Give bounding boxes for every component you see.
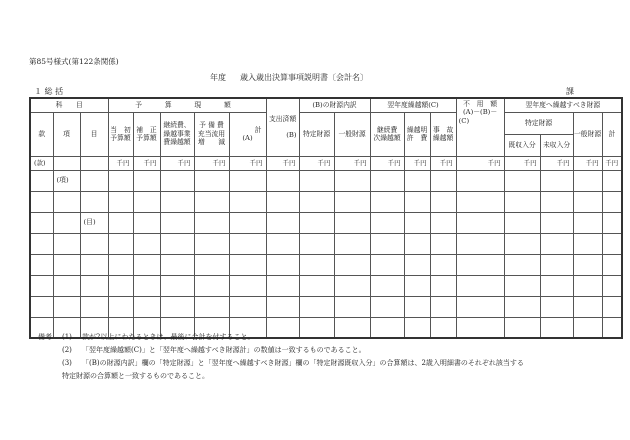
- header-yokunendo-kurikoshi: 翌年度繰越額(C): [370, 98, 456, 112]
- form-number: 第85号様式(第122条関係): [29, 57, 119, 66]
- header-hosei: 補 正 予算額: [133, 112, 160, 156]
- section-heading: １ 総 括: [34, 87, 64, 96]
- table-row: [30, 254, 622, 275]
- unit-cell: 千円: [133, 156, 160, 170]
- header-ippan2: 一般財源: [573, 112, 602, 156]
- title-main: 歳入歳出決算事項説明書〔会計名〕: [240, 73, 368, 82]
- header-kurikoshi: 継続費、 繰越事業 費繰越額: [160, 112, 194, 156]
- unit-cell: 千円: [602, 156, 622, 170]
- note-item: (3) 「(B)の財源内訳」欄の「特定財源」と「翌年度へ繰越すべき財源」欄の「特定財源既収入分」の合算額は、2歳入明細書のそれぞれ該当する: [62, 359, 524, 367]
- header-fuyou: 不 用 額 (A)－(B)－ (C): [456, 98, 504, 156]
- header-yosan-gendo: 予 算 現 額: [108, 98, 266, 112]
- header-yokunendo-zaigen: 翌年度へ繰越すべき財源: [504, 98, 622, 112]
- header-yobihi: 予 備 費 充当流用 増 減: [194, 112, 229, 156]
- settlement-table: [29, 97, 623, 339]
- header-b-zaigen: (B)の財源内訳: [299, 98, 370, 112]
- unit-cell: 千円: [266, 156, 299, 170]
- note-item: 備考 (1) 款が2以上にわたるときは、最後に合計を付すること。: [38, 331, 524, 344]
- section-department: 課: [566, 87, 574, 96]
- table-row: [30, 191, 622, 212]
- unit-cell: 千円: [229, 156, 266, 170]
- header-tokutei: 特定財源: [299, 112, 334, 156]
- unit-cell: 千円: [573, 156, 602, 170]
- notes: [38, 331, 524, 383]
- note-continuation: 特定財源の合算額と一致するものであること。: [62, 372, 209, 380]
- unit-cell: 千円: [108, 156, 133, 170]
- header-jiko: 事 故 繰越額: [430, 112, 456, 156]
- header-meikyo: 繰越明 許 費: [404, 112, 430, 156]
- unit-cell: 千円: [299, 156, 334, 170]
- header-shishutsu: 支出済額 (B): [266, 98, 299, 156]
- table-row: [30, 212, 622, 233]
- header-kei2: 計: [602, 112, 622, 156]
- unit-cell: 千円: [540, 156, 573, 170]
- table-row: [30, 296, 622, 317]
- header-kou: 項: [53, 112, 80, 156]
- header-ippan: 一般財源: [334, 112, 370, 156]
- table-row: [30, 275, 622, 296]
- unit-cell: 千円: [430, 156, 456, 170]
- table-row: [30, 156, 622, 170]
- row-label-moku: (目): [80, 212, 108, 233]
- unit-cell: 千円: [456, 156, 504, 170]
- notes-label: 備考: [38, 333, 52, 341]
- unit-cell: 千円: [404, 156, 430, 170]
- row-label-kan: (款): [30, 156, 53, 170]
- header-touho: 当 初 予算額: [108, 112, 133, 156]
- row-label-kou: (項): [53, 170, 80, 191]
- header-kan: 款: [30, 112, 53, 156]
- note-item: (2) 「翌年度繰越額(C)」と「翌年度へ繰越すべき財源計」の数値は一致するものであること。: [62, 346, 366, 354]
- header-kei: 計 (A): [229, 112, 266, 156]
- table-row: [30, 233, 622, 254]
- title-year: 年度: [210, 73, 226, 82]
- unit-cell: 千円: [194, 156, 229, 170]
- document-title: [210, 72, 368, 83]
- header-kamoku: 科 目: [30, 98, 108, 112]
- unit-cell: 千円: [504, 156, 540, 170]
- header-keizoku: 継続費 次繰越額: [370, 112, 404, 156]
- header-mishu: 未収入分: [540, 134, 573, 156]
- unit-cell: 千円: [160, 156, 194, 170]
- header-kishu: 既収入分: [504, 134, 540, 156]
- header-tokutei-zaigen: 特定財源: [504, 112, 573, 134]
- unit-cell: 千円: [370, 156, 404, 170]
- table-row: [30, 170, 622, 191]
- unit-cell: 千円: [334, 156, 370, 170]
- header-moku: 目: [80, 112, 108, 156]
